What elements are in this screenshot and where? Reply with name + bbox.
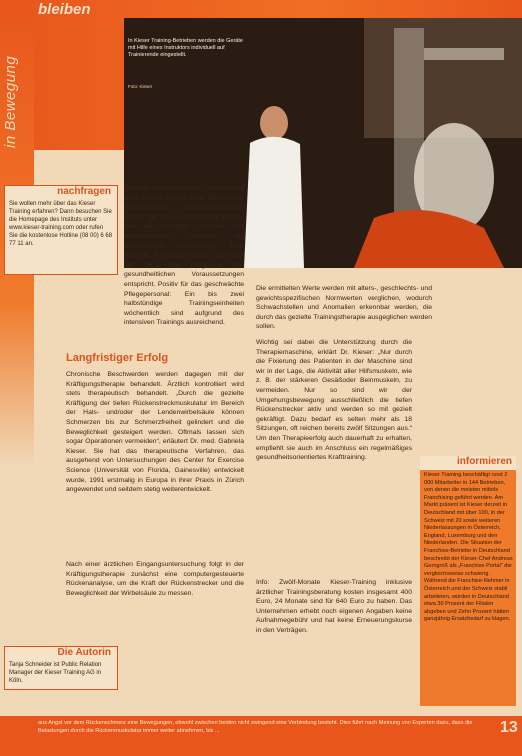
- informieren-text: Kieser Training beschäftigt rund 2 000 Mitarbeiter in 144 Betrieben, von denen die meisten mittels Franchising geführt werden. Am Markt präsent ist Kieser derzeit in Deutschland mit über 100, in der Schweiz mit 20 sowie weiteren Niederlassungen in Österreich, England, Luxemburg und den Niederlanden. Die Situation der Franchise-Betriebe in Deutschland beschreibt der Kieser-Chef Andreas Gerngroß als „Franchise Portal“ die vergleichsweise schwierig. Während die Franchise-Nehmer in Österreich und der Schweiz stabil arbeiteten, würden in Deutschland etwa 30 Prozent der Filialen abgeben und Zehn Prozent hätten ganzjährig Ersatzbedarf zu klagen.: [424, 472, 513, 623]
- autorin-box: [4, 646, 118, 690]
- nachfragen-text: Sie wollen mehr über das Kieser Training erfahren? Dann besuchen Sie die Homepage des Instituts unter www.kieser-training.com oder rufen Sie die kostenlose Hotline (08 00) 6 68 77 11 an.: [9, 201, 113, 247]
- heading-langfristiger-erfolg: Langfristiger Erfolg: [66, 352, 169, 364]
- body-col1-para1-start: [124, 184, 244, 328]
- informieren-title: informieren: [420, 456, 516, 470]
- nachfragen-title: nachfragen: [57, 186, 111, 197]
- body-col1-para2: Chronische Beschwerden werden dagegen mit der Kräftigungstherapie behandelt. Ärztlich kontrolliert wird stets therapeutisch behandelt. „Durch die gezielte Kräftigung der tiefen Rückenstreckmuskulatur im Bereich der Hals- und/oder der Lendenwirbelsäule können Schmerzen bis zur Schmerzfreiheit gelindert und die Beweglichkeit gesteigert werden. Oftmals lassen sich sogar Operationen vermeiden“, erläutert Dr. med. Gabriela Kieser. Sie hat das therapeutische Verfahren, das ausgehend von Untersuchungen des Center for Exercise Science (Universität von Florida, Gainesville) entwickelt wurde, 1991 erstmalig in Europa in ihrer Praxis in Zürich angewendet und seitdem stetig weiterentwickelt.: [66, 371, 244, 494]
- body-col1-para1: trainings. Im präventiven Training erhält jeder Kunde ein auf seine Bedürfnisse abgestimmtes Trainingsprogramm. Neben der Rückenmuskulatur werden hier alle wichtigen Muskeln und Muskelgruppen trainiert, um Beschwerden vorzubeugen. Eine ärztliche Trainingsberatung trägt dazu bei, dass das Programm den gesundheitlichen Voraussetzungen entspricht. Positiv für das geschwächte Pflegepersonal: Ein bis zwei halbstündige Trainingseinheiten wöchentlich sind aufgrund des intensiven Trainings ausreichend.: [124, 185, 244, 327]
- body-col2-para3: Info: Zwölf-Monate Kieser-Training inklusive ärztlicher Trainingsberatung kosten insgesamt 400 Euro, 24 Monate sind für 640 Euro zu haben. Das Unternehmen erhebt noch eigenen Angaben keine Aufnahmegebühr und hat keine Erneuerungskurse in den Verträgen.: [256, 579, 412, 634]
- informieren-box: [420, 456, 516, 706]
- autorin-text: Tanja Schneider ist Public Relation Manager der Kieser Training AG in Köln.: [9, 662, 102, 684]
- section-header-word: bleiben: [38, 1, 91, 18]
- nachfragen-box: [4, 185, 118, 275]
- body-col2-para2: Wichtig sei dabei die Unterstützung durch die Therapiemaschine, erklärt Dr. Kieser: „Nur durch die Fixierung des Patienten in der Maschine sind wir in der Lage, die Aktivität aller Hilfsmuskeln, wie z. B. der stärkeren Gesäßoder Beinmuskeln, zu vermeiden. Nur so sind wir der Umgehungsbewegung ausschließlich die tiefen Rückenstrecker aktiv und werden so mit gezielt gekräftigt. Dazu bedarf es selten mehr als 18 Sitzungen, oft reichen bereits zwölf Sitzungen aus.“ Um den Therapieerfolg auch dauerhaft zu erhalten, empfiehlt sie auch im Anschluss ein regelmäßiges gesundheitsorientiertes Krafttraining.: [256, 339, 412, 462]
- page-number: 13: [500, 719, 518, 736]
- section-vertical-title: in Bewegung: [2, 55, 19, 148]
- body-col1-para3: Nach einer ärztlichen Eingangsuntersuchung folgt in der Kräftigungstherapie zunächst eine computergesteuerte Rückenanalyse, um die Kraft der Rückenstrecker und die Beweglichkeit der Wirbelsäule zu messen.: [66, 561, 244, 597]
- body-col2-para1: Die ermittelten Werte werden mit alters-, geschlechts- und gewichtsspezifischen Normwerten verglichen, wodurch Schwachstellen und Anomalien erkennbar werden, die durch das gezielte Trainingstherapie ausgeglichen werden sollen.: [256, 285, 432, 331]
- footer-text: aus Angst vor dem Rückenschmerz eine Bewegungen, obwohl zwischen beiden nicht zwingend eine Verbindung besteht. Dies führt nach Meinung von Experten dazu, dass die Belastungen durch die Rückenmuskulatur immer weiter abnehmen, bis ...: [38, 720, 473, 734]
- photo-credit: Foto: Kieser: [128, 84, 153, 89]
- photo-caption: In Kieser Training-Betrieben werden die Geräte mit Hilfe eines Instruktors individuell auf Trainierende eingestellt.: [128, 38, 243, 58]
- autorin-title: Die Autorin: [57, 647, 111, 658]
